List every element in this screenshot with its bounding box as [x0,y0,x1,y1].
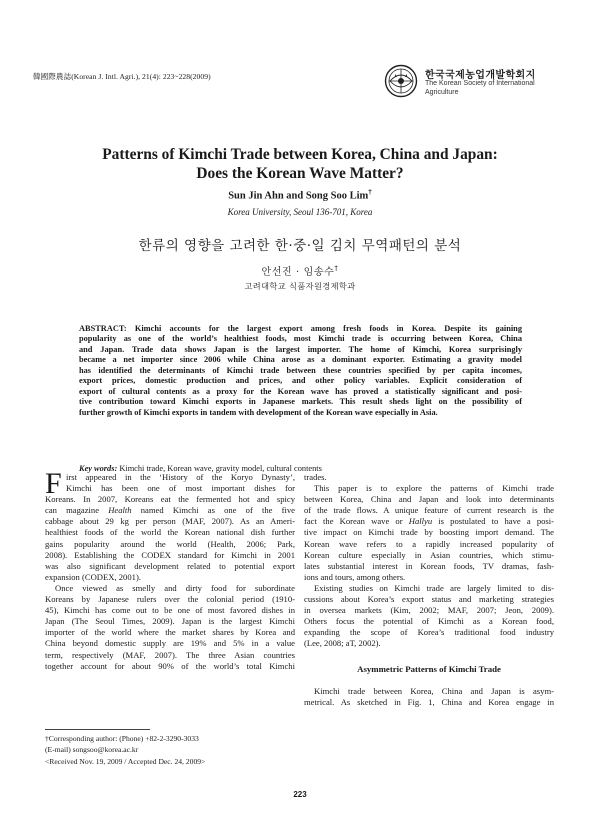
body-line: tive impact on Kimchi trade by boosting import demand. The [304,527,554,538]
affiliation: Korea University, Seoul 136-701, Korea [227,207,373,217]
body-line: term, respectively (MAF, 2007). The three Asian countries [45,649,295,660]
body-line: expansion (CODEX, 2001). [45,571,141,582]
body-line: was also significant development related to potential export [45,560,295,571]
body-line: lates substantial interest in Korean foods, TV dramas, fash- [304,560,554,571]
body-line: importer of the world where the market shares by Korea and [45,627,295,638]
journal-reference: 韓國際農誌(Korean J. Intl. Agri.), 21(4): 223~228(2009) [33,72,211,81]
body-line: Koreans by Japanese rulers over the colonial period (1910- [45,594,295,605]
body-line: China beyond domestic supply are 19% and 5% in a value [45,638,295,649]
body-line: Korean wave refers to a rapidly increased popularity of [304,538,554,549]
body-line: Koreans. In 2007, Koreans eat the fermented hot and spicy [45,494,295,505]
abstract [79,324,522,418]
abstract-line: export of cultural contents as a proxy for the Korean wave has proved a statistically significant and posi- [79,386,522,396]
body-line: Once viewed as smelly and dirty food for subordinate [55,582,295,593]
body-line: ions and tours, among others. [304,571,406,582]
body-line: (Lee, 2008; aT, 2002). [304,638,381,649]
abstract-line: export prices, domestic production and prices, and other policy variables. Explicit consideration of [79,376,522,386]
society-header [384,64,569,106]
society-name-korean: 한국국제농업개발학회지 [425,70,536,81]
body-line: cabbage about 29 kg per person (MAF, 2007). As an Ameri- [45,516,295,527]
body-line: of the trade flows. A unique feature of current research is the [304,505,554,516]
paper-title-line-2: Does the Korean Wave Matter? [196,165,404,182]
korean-affiliation: 고려대학교 식품자원경제학과 [244,281,356,291]
body-line: cussions about Korea’s export status and marketing strategies [304,594,554,605]
footnote-line: †Corresponding author: (Phone) +82-2-3290-3033 [45,734,199,743]
body-line: expanding the scope of Korea’s traditional food industry [304,627,554,638]
abstract-line: and Japan. Trade data shows Japan is the largest importer. The home of Kimchi, Korea surprisingly [79,344,522,354]
body-line: metrical. As sketched in Fig. 1, China and Korea engage in [304,696,554,707]
korean-corresponding-mark: † [334,264,339,273]
body-line: gains popularity around the world (Health, 2006; Park, [45,538,295,549]
footnote [45,733,295,767]
abstract-line: ABSTRACT: Kimchi accounts for the largest export among fresh foods in Korea. Despite its gaining [79,324,522,333]
authors: Sun Jin Ahn and Song Soo Lim† [228,188,372,202]
body-line: Existing studies on Kimchi trade are largely limited to dis- [314,582,554,593]
drop-cap: F [45,467,62,500]
abstract-line: popularity as one of the world’s healthiest foods, most Kimchi trade is occurring between Korea, China [79,334,522,344]
keywords-text: Kimchi trade, Korean wave, gravity model, cultural contents [119,464,322,473]
abstract-line: tive contribution toward Kimchi exports in Japanese markets. This result sheds light on the possibility of [79,397,522,407]
body-line: in oversea markets (Kim, 2002; MAF, 2007; Jeon, 2009). [304,605,554,616]
corresponding-mark: † [368,188,372,196]
hallyu-term: Hallyu [408,516,433,527]
body-line: trades. [304,472,327,482]
body-line: Others focus the potential of Kimchi as a Korean food, [304,616,554,627]
section-heading: Asymmetric Patterns of Kimchi Trade [357,663,501,674]
footnote-line: <Received Nov. 19, 2009 / Accepted Dec. 24, 2009> [45,756,206,766]
body-line: This paper is to explore the patterns of Kimchi trade [314,483,554,494]
body-line: 2008). Establishing the CODEX standard for Kimchi in 2001 [45,549,295,560]
abstract-line: further growth of Kimchi exports in tandem with development of the Korean wave especially in Asia. [79,407,438,417]
body-line: 45), Kimchi has come out to be one of most favored dishes in [45,605,295,616]
korean-title: 한류의 영향을 고려한 한·중·일 김치 무역패턴의 분석 [138,238,462,254]
body-line: Japan (The Seoul Times, 2009). Japan is the largest Kimchi [45,616,295,627]
footnote-line: (E-mail) songsoo@korea.ac.kr [45,745,139,755]
body-line: fact the Korean wave or Hallyu is postulated to have a posi- [304,516,555,527]
abstract-line: has identified the determinants of Kimchi trade between these countries specified by per capita incomes, [79,365,522,375]
society-name-english: The Korean Society of International Agriculture [425,80,535,96]
keywords-label: Key words: [79,464,118,473]
paper-title-line-1: Patterns of Kimchi Trade between Korea, China and Japan: [102,146,498,163]
society-logo-icon [384,64,418,98]
body-line: can magazine Health named Kimchi as one of the five [45,505,295,516]
body-line: Kimchi has been one of most important dishes for [66,483,295,494]
body-line: Korean culture especially in Asian countries, which stimu- [304,549,554,560]
body-line: between Korea, China and Japan and look into determinants [304,494,554,505]
body-line: irst appeared in the ‘History of the Koryo Dynasty’, [66,472,295,482]
body-line: together account for about 90% of the world’s total Kimchi [45,660,295,671]
body-column-right [304,472,554,708]
magazine-name: Health [108,505,132,516]
korean-authors: 안선진 · 임송수† [261,264,339,278]
footnote-rule [45,729,150,730]
body-line: healthiest foods of the world the Korean national dish further [45,527,295,538]
page-number: 223 [293,790,307,799]
body-line: Kimchi trade between Korea, China and Japan is asym- [314,685,554,696]
abstract-line: became a net importer since 2006 while China arose as a dominant exporter. Estimating a gravity model [79,355,522,365]
